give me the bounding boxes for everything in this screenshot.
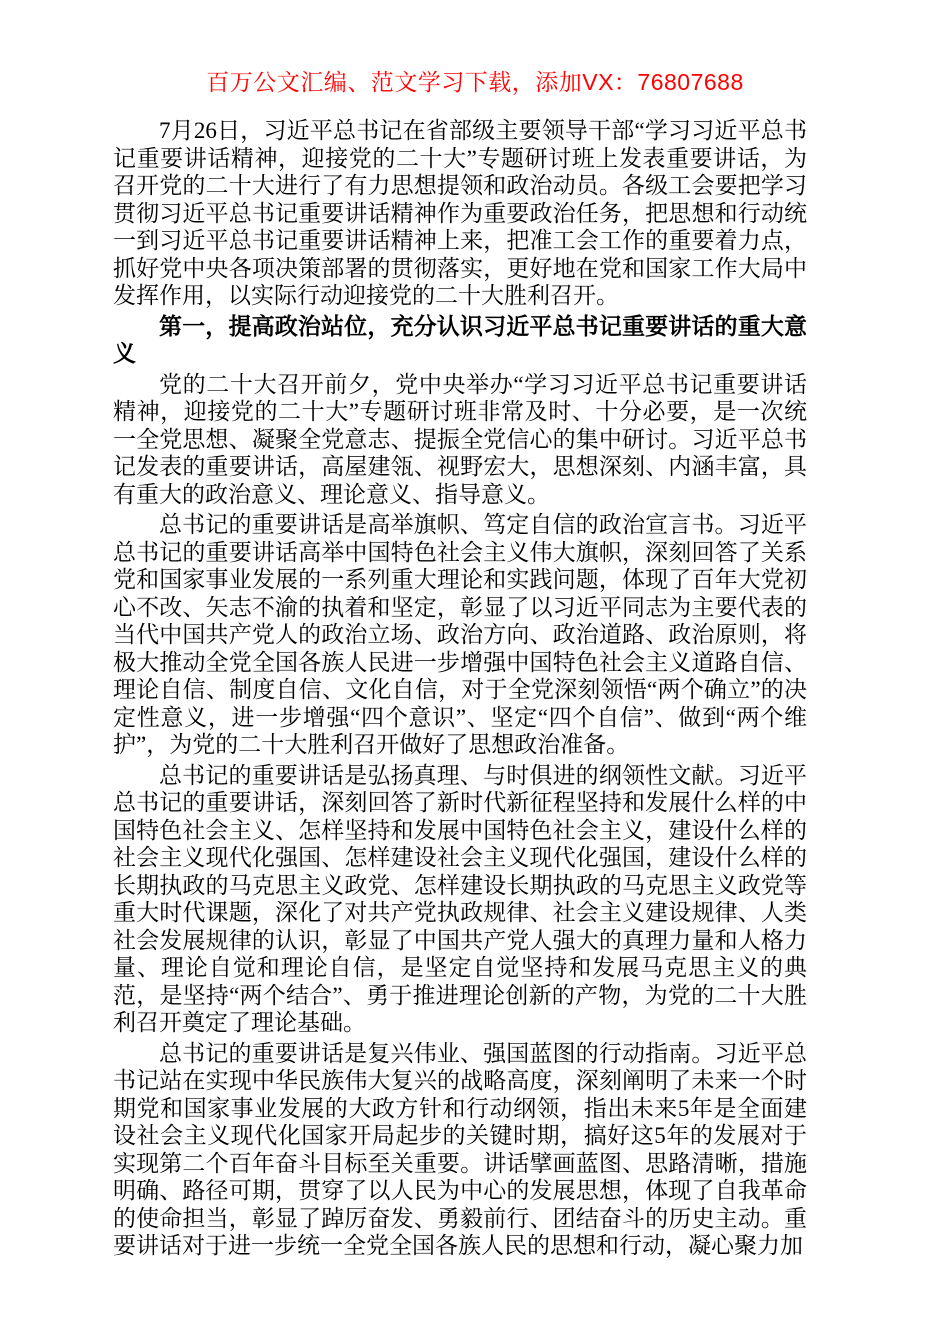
document-body [113,117,807,1263]
paragraph-study-session: 党的二十大召开前夕，党中央举办“学习习近平总书记重要讲话精神，迎接党的二十大”专题研讨班非常及时、十分必要，是一次统一全党思想、凝聚全党意志、提振全党信心的集中研讨。习近平总书记发表的重要讲话，高屋建瓴、视野宏大，思想深刻、内涵丰富，具有重大的政治意义、理论意义、指导意义。 [113,371,807,507]
promo-banner-text: 百万公文汇编、范文学习下载，添加VX：76807688 [206,69,744,95]
section-heading-first: 第一，提高政治站位，充分认识习近平总书记重要讲话的重大意义 [113,313,807,366]
paragraph-intro: 7月26日，习近平总书记在省部级主要领导干部“学习习近平总书记重要讲话精神，迎接党的二十大”专题研讨班上发表重要讲话，为召开党的二十大进行了有力思想提领和政治动员。各级工会要把学习贯彻习近平总书记重要讲话精神作为重要政治任务，把思想和行动统一到习近平总书记重要讲话精神上来，把准工会工作的重要着力点，抓好党中央各项决策部署的贯彻落实，更好地在党和国家工作大局中发挥作用，以实际行动迎接党的二十大胜利召开。 [113,118,807,308]
paragraph-political-declaration: 总书记的重要讲话是高举旗帜、笃定自信的政治宣言书。习近平总书记的重要讲话高举中国特色社会主义伟大旗帜，深刻回答了关系党和国家事业发展的一系列重大理论和实践问题，体现了百年大党初心不改、矢志不渝的执着和坚定，彰显了以习近平同志为主要代表的当代中国共产党人的政治立场、政治方向、政治道路、政治原则，将极大推动全党全国各族人民进一步增强中国特色社会主义道路自信、理论自信、制度自信、文化自信，对于全党深刻领悟“两个确立”的决定性意义，进一步增强“四个意识”、坚定“四个自信”、做到“两个维护”，为党的二十大胜利召开做好了思想政治准备。 [113,512,807,757]
paragraph-programmatic-document: 总书记的重要讲话是弘扬真理、与时俱进的纲领性文献。习近平总书记的重要讲话，深刻回答了新时代新征程坚持和发展什么样的中国特色社会主义、怎样坚持和发展中国特色社会主义，建设什么样的社会主义现代化强国、怎样建设社会主义现代化强国，建设什么样的长期执政的马克思主义政党、怎样建设长期执政的马克思主义政党等重大时代课题，深化了对共产党执政规律、社会主义建设规律、人类社会发展规律的认识，彰显了中国共产党人强大的真理力量和人格力量、理论自觉和理论自信，是坚定自觉坚持和发展马克思主义的典范，是坚持“两个结合”、勇于推进理论创新的产物，为党的二十大胜利召开奠定了理论基础。 [113,762,807,1035]
paragraph-action-guide: 总书记的重要讲话是复兴伟业、强国蓝图的行动指南。习近平总书记站在实现中华民族伟大复兴的战略高度，深刻阐明了未来一个时期党和国家事业发展的大政方针和行动纲领，指出未来5年是全面建设社会主义现代化国家开局起步的关键时期，搞好这5年的发展对于实现第二个百年奋斗目标至关重要。讲话擘画蓝图、思路清晰，措施明确、路径可期，贯穿了以人民为中心的发展思想，体现了自我革命的使命担当，彰显了踔厉奋发、勇毅前行、团结奋斗的历史主动。重要讲话对于进一步统一全党全国各族人民的思想和行动，凝心聚力加 [113,1040,807,1258]
